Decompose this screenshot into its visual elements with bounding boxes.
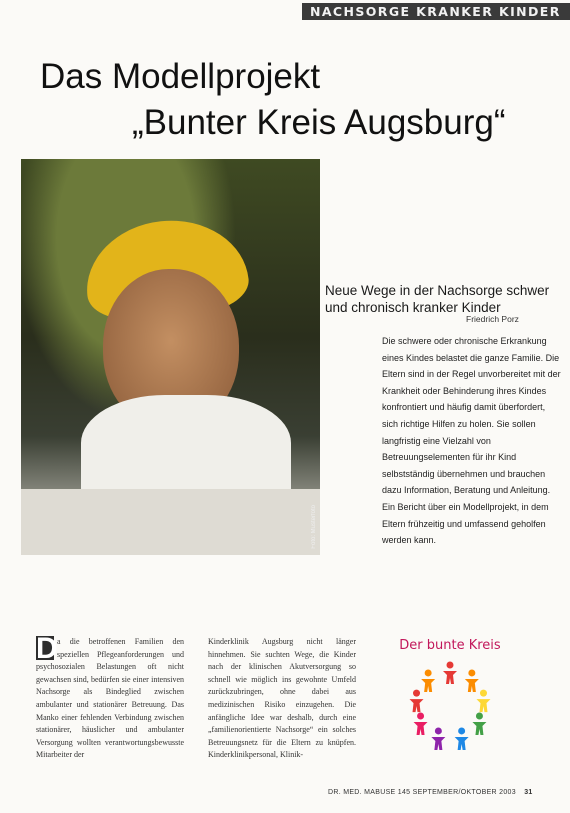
logo-figure — [465, 669, 479, 692]
logo-text: Der bunte Kreis — [399, 638, 501, 653]
page-number: 31 — [524, 789, 533, 796]
article-author: Friedrich Porz — [466, 314, 519, 324]
logo-figure — [455, 727, 469, 750]
logo-figure — [421, 669, 435, 692]
logo-figure — [431, 727, 445, 750]
body-column-2 — [208, 636, 356, 762]
title-line-2: „Bunter Kreis Augsburg“ — [132, 103, 506, 142]
drop-cap: D — [36, 632, 58, 665]
title-line-1: Das Modellprojekt — [40, 57, 321, 96]
section-tag: NACHSORGE KRANKER KINDER — [302, 3, 570, 20]
page-footer — [328, 789, 533, 796]
logo-figure — [414, 713, 428, 736]
bunter-kreis-logo — [390, 628, 510, 758]
issue-date: SEPTEMBER/OKTOBER 2003 — [412, 789, 516, 796]
logo-figure — [472, 713, 486, 736]
article-subtitle: Neue Wege in der Nachsorge schwer und chronisch kranker Kinder — [325, 283, 550, 315]
journal-name: DR. MED. MABUSE 145 — [328, 789, 411, 796]
article-photo — [21, 159, 320, 555]
body-column-2-text: Kinderklinik Augsburg nicht länger hinnehmen. Sie suchten Wege, die Kinder nach der klinischen Akutversorgung so schnell wie möglich ins gewohnte Umfeld zurückzubringen, ohne dabei aus medizinischen Risiko einzugehen. Die anfängliche Idee war deshalb, durch eine „familienorientierte Nachsorge“ ein solches Betreuungsnetz für die Eltern zu knüpfen. Kinderklinikpersonal, Klinik- — [208, 637, 356, 760]
body-column-1 — [36, 632, 184, 762]
article-abstract: Die schwere oder chronische Erkrankung eines Kindes belastet die ganze Familie. Die Eltern sind in der Regel unvorbereitet mit der Krankheit oder Behinderung ihres Kindes konfrontiert und häufig damit überfordert, sich richtige Hilfen zu holen. Sie sollen langfristig eine Vielzahl von Betreuungselementen für ihr Kind selbstständig übernehmen und brauchen dazu Information, Beratung und Anleitung. Ein Bericht über ein Modellprojekt, in dem Eltern frühzeitig und umfassend geholfen werden kann. — [382, 336, 561, 546]
logo-figure — [410, 690, 424, 713]
logo-figure — [443, 662, 457, 685]
photo-table — [21, 489, 320, 555]
photo-credit: Foto: Musterfoto — [311, 505, 317, 549]
body-column-1-text: a die betroffenen Familien den speziellen Pflegeanforderungen und psychosozialen Belastungen oft nicht gewachsen sind, bedürfen sie einer intensiven Nachsorge als Bindeglied zwischen ambulanter und stationärer Betreuung. Das Manko einer fehlenden Verbindung zwischen stationärer, häuslicher und ambulanter Versorgung wollten verantwortungsbewusste Mitarbeiter der — [36, 637, 184, 760]
logo-figure — [476, 690, 490, 713]
article-title — [40, 54, 506, 146]
